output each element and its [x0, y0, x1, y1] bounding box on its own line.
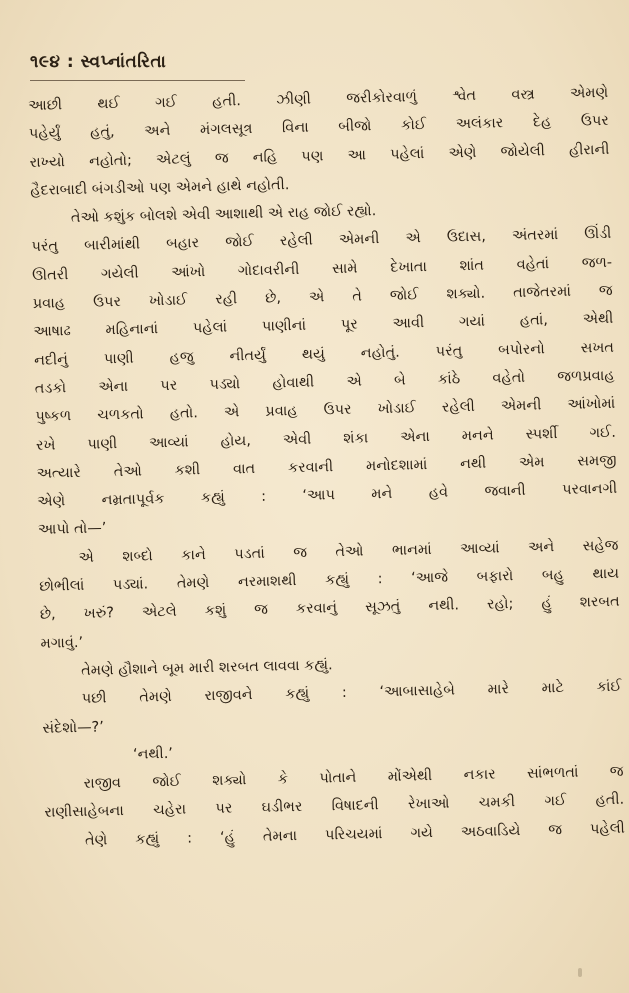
text-line: પુષ્કળ ચળકતો હતો. એ પ્રવાહ ઉપર ખોડાઈ રહેલી એમની આંખોમાં	[35, 396, 616, 426]
page-body	[28, 79, 625, 856]
text-line: છે, ખરું? એટલે કશું જ કરવાનું સૂઝતું નથી. રહો; હું શરબત	[39, 594, 620, 624]
text-line: સંદેશો—?’	[42, 718, 105, 737]
text-line: અત્યારે તેઓ કશી વાત કરવાની મનોદશામાં નથી એમ સમજી	[36, 452, 617, 482]
text-line: પ્રવાહ ઉપર ખોડાઈ રહી છે, એ તે જોઈ શક્યો. તાજેતરમાં જ	[32, 282, 613, 313]
text-line: ઊતરી ગયેલી આંખો ગોદાવરીની સામે દેખાતા શાંત વહેતાં જળ-	[31, 254, 613, 284]
text-line: ‘નથી.’	[132, 745, 174, 763]
header-rule	[30, 80, 245, 81]
text-line: એ શબ્દો કાને પડતાં જ તેઓ ભાનમાં આવ્યાં અને સહેજ	[78, 537, 619, 566]
text-line: નદીનું પાણી હજુ નીતર્યું થયું નહોતું. પરંતુ બપોરનો સખત	[33, 339, 615, 369]
text-line: તેઓ કશુંક બોલશે એવી આશાથી એ રાહ જોઈ રહ્યો.	[70, 203, 377, 227]
text-line: હૈદરાબાદી બંગડીઓ પણ એમને હાથે નહોતી.	[30, 176, 290, 199]
text-line: એણે નમ્રતાપૂર્વક કહ્યું : ‘આપ મને હવે જવાની પરવાનગી	[37, 480, 618, 511]
page-header: ૧૯૪ : સ્વપ્નાંતરિતા	[30, 52, 167, 72]
text-line: મગાવું.’	[40, 634, 84, 652]
text-line: આછી થઈ ગઈ હતી. ઝીણી જરીકોરવાળું શ્વેત વસ્ત્ર એમણે	[28, 84, 609, 114]
text-line: તેમણે હૌશાને બૂમ મારી શરબત લાવવા કહ્યું.	[80, 657, 333, 679]
text-line: રખે પાણી આવ્યાં હોય, એવી શંકા એના મનને સ્પર્શી ગઈ.	[35, 424, 617, 454]
text-line: પછી તેમણે રાજીવને કહ્યું : ‘આબાસાહેબે મારે માટે કાંઈ	[81, 678, 622, 708]
text-line: પહેર્યું હતું, અને મંગલસૂત્ર વિના બીજો કોઈ અલંકાર દેહ ઉપર	[28, 113, 609, 143]
text-line: આપો તો—’	[37, 520, 107, 539]
text-line: આષાઢ મહિનાનાં પહેલાં પાણીનાં પૂર આવી ગયાં હતાં, એથી	[33, 311, 614, 341]
text-line: રાખ્યો નહોતો; એટલું જ નહિ પણ આ પહેલાં એણે જોયેલી હીરાની	[29, 141, 610, 171]
text-line: છોભીલાં પડ્યાં. તેમણે નરમાશથી કહ્યું : ‘આજે બફારો બહુ થાય	[39, 565, 620, 595]
text-line: રાજીવ જોઈ શક્યો કે પોતાને મોંએથી નકાર સાંભળતાં જ	[83, 763, 624, 793]
paper-speck	[578, 968, 582, 977]
text-line: તેણે કહ્યું : ‘હું તેમના પરિચયમાં ગયે અઠવાડિયે જ પહેલી	[84, 820, 626, 849]
text-line: રાણીસાહેબના ચહેરા પર ઘડીભર વિષાદની રેખાઓ ચમકી ગઈ હતી.	[44, 792, 625, 822]
text-line: તડકો એના પર પડ્યો હોવાથી એ બે કાંઠે વહેતો જળપ્રવાહ	[34, 367, 615, 397]
text-line: પરંતુ બારીમાંથી બહાર જોઈ રહેલી એમની એ ઉદાસ, અંતરમાં ઊંડી	[31, 226, 612, 256]
